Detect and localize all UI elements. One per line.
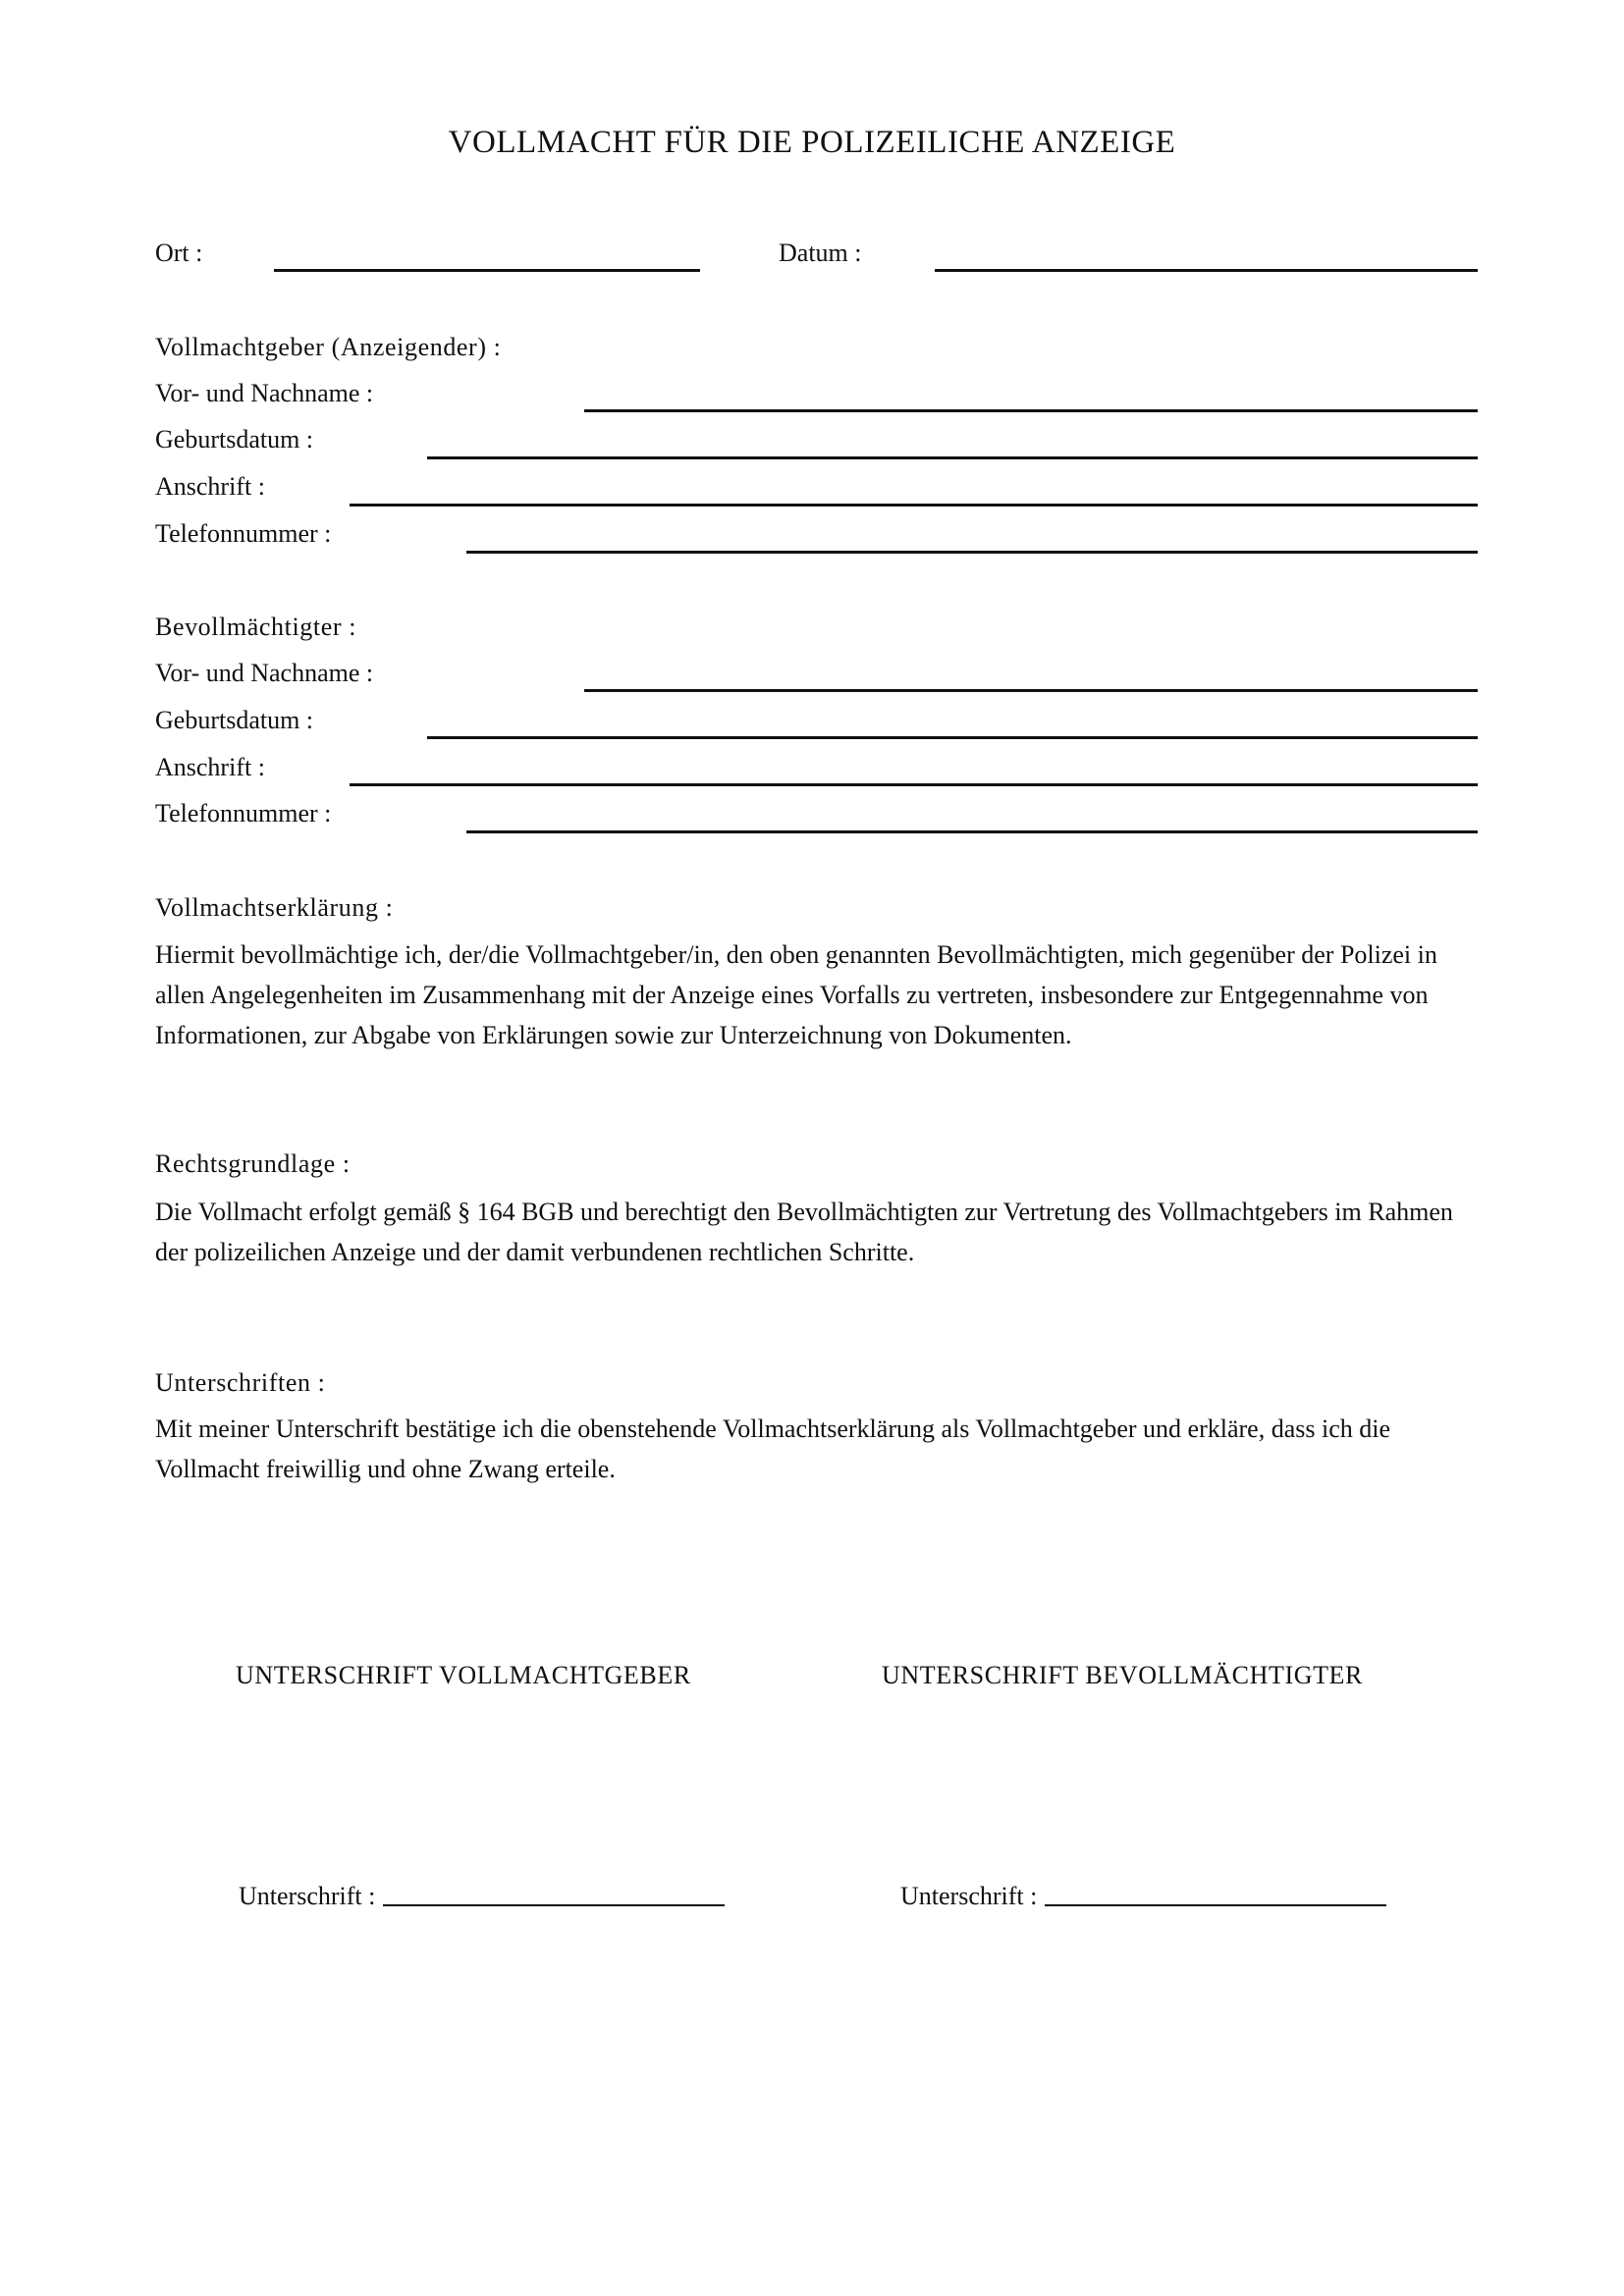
date-field[interactable] <box>935 269 1478 272</box>
agent-signature-field[interactable] <box>1045 1903 1386 1906</box>
grantor-signature-line <box>239 1882 725 1911</box>
document-title: VOLLMACHT FÜR DIE POLIZEILICHE ANZEIGE <box>448 125 1176 160</box>
signatures-text: Mit meiner Unterschrift bestätige ich die obenstehende Vollmachtserklärung als Vollmachtgeber und erkläre, dass ich die Vollmacht freiwillig und ohne Zwang erteile. <box>155 1415 1390 1483</box>
declaration-heading: Vollmachtserklärung : <box>155 893 394 922</box>
grantor-address-field[interactable] <box>350 504 1478 507</box>
agent-birthdate-label: Geburtsdatum : <box>155 706 314 734</box>
agent-address-label: Anschrift : <box>155 753 265 781</box>
agent-birthdate-field[interactable] <box>427 736 1478 739</box>
grantor-phone-field[interactable] <box>466 551 1478 554</box>
place-label: Ort : <box>155 239 203 267</box>
agent-signature-title: UNTERSCHRIFT BEVOLLMÄCHTIGTER <box>882 1661 1363 1689</box>
agent-phone-field[interactable] <box>466 830 1478 833</box>
declaration-text: Hiermit bevollmächtige ich, der/die Vollmachtgeber/in, den oben genannten Bevollmächtigten, mich gegenüber der Polizei in allen Angelegenheiten im Zusammenhang mit der Anzeige eines Vorfalls zu vertreten, insbesondere zur Entgegennahme von Informationen, zur Abgabe von Erklärungen sowie zur Unterzeichnung von Dokumenten. <box>155 940 1437 1049</box>
legal-basis-heading: Rechtsgrundlage : <box>155 1149 351 1178</box>
agent-name-label: Vor- und Nachname : <box>155 659 374 687</box>
grantor-name-label: Vor- und Nachname : <box>155 379 374 407</box>
grantor-birthdate-field[interactable] <box>427 456 1478 459</box>
grantor-signature-label: Unterschrift : <box>239 1882 376 1910</box>
grantor-signature-title: UNTERSCHRIFT VOLLMACHTGEBER <box>236 1661 691 1689</box>
date-label: Datum : <box>779 239 862 267</box>
grantor-birthdate-label: Geburtsdatum : <box>155 425 314 454</box>
agent-signature-line <box>900 1882 1386 1911</box>
grantor-name-field[interactable] <box>584 409 1478 412</box>
grantor-phone-label: Telefonnummer : <box>155 519 332 548</box>
legal-basis-text: Die Vollmacht erfolgt gemäß § 164 BGB und berechtigt den Bevollmächtigten zur Vertretung des Vollmachtgebers im Rahmen der polizeilichen Anzeige und der damit verbundenen rechtlichen Schritte. <box>155 1198 1453 1266</box>
agent-heading: Bevollmächtigter : <box>155 613 357 641</box>
grantor-heading: Vollmachtgeber (Anzeigender) : <box>155 333 502 361</box>
place-field[interactable] <box>274 269 700 272</box>
grantor-address-label: Anschrift : <box>155 472 265 501</box>
agent-address-field[interactable] <box>350 783 1478 786</box>
signatures-heading: Unterschriften : <box>155 1368 326 1397</box>
grantor-signature-field[interactable] <box>383 1903 725 1906</box>
agent-name-field[interactable] <box>584 689 1478 692</box>
agent-signature-label: Unterschrift : <box>900 1882 1038 1910</box>
agent-phone-label: Telefonnummer : <box>155 799 332 828</box>
